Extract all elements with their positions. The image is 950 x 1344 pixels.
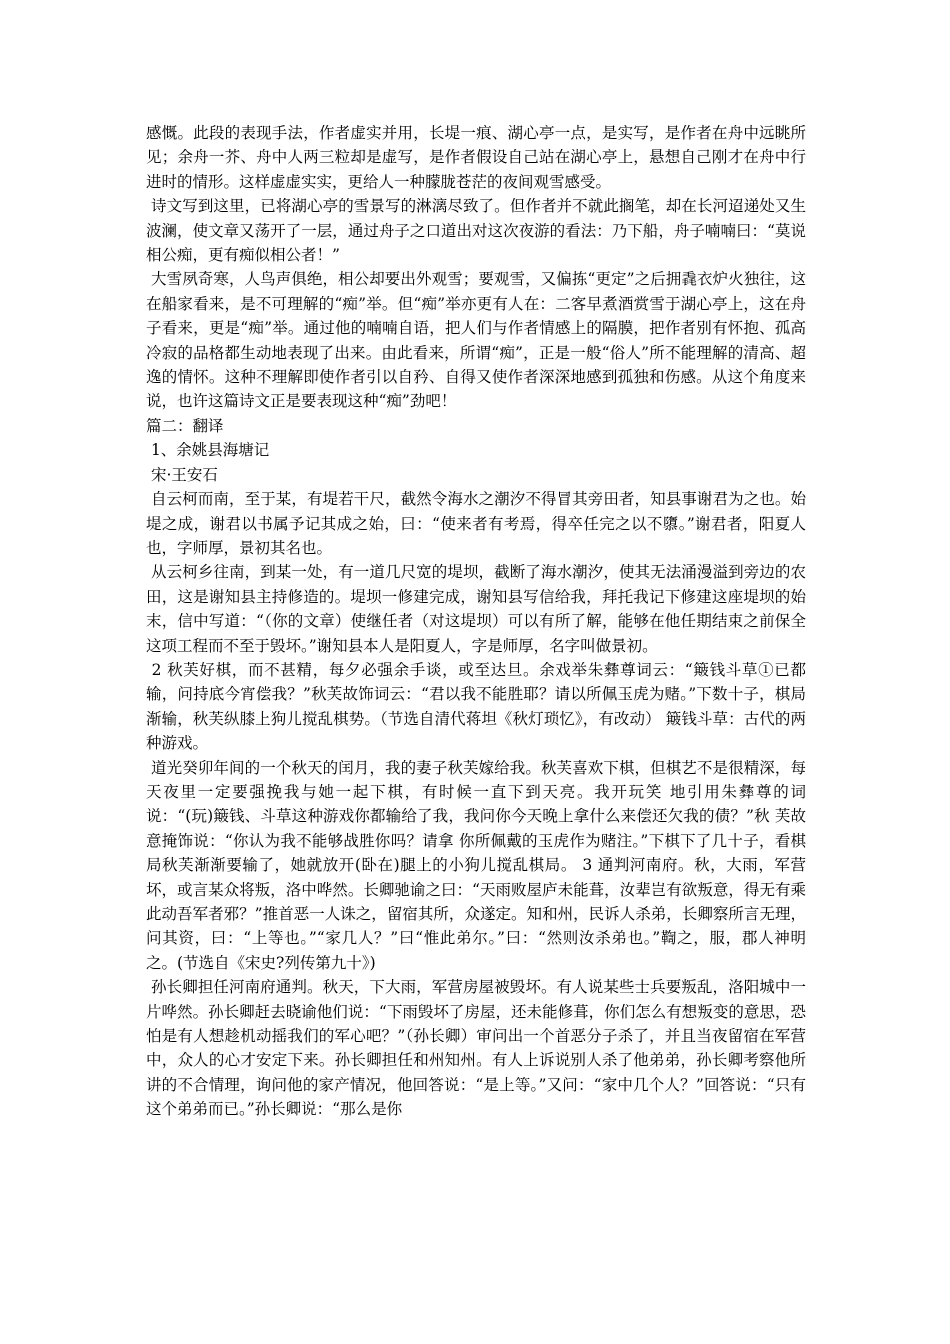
paragraph-translation-3: 孙长卿担任河南府通判。秋天，下大雨，军营房屋被毁坏。有人说某些士兵要叛乱，洛阳城中一片哗然。孙长卿赶去晓谕他们说：“下雨毁坏了房屋，还未能修葺，你们怎么有想叛变的意思，恐怕是有人想趁机动摇我们的军心吧？”（孙长卿）审问出一个首恶分子杀了，并且当夜留宿在军营中，众人的心才安定下来。孙长卿担任和州知州。有人上诉说别人杀了他弟弟，孙长卿考察他所讲的不合情理，询问他的家产情况，他回答说：“是上等。”又问：“家中几个人？”回答说：“只有这个弟弟而已。”孙长卿说：“那么是你 [146,978,806,1119]
paragraph-analysis-2: 诗文写到这里，已将湖心亭的雪景写的淋漓尽致了。但作者并不就此搁笔，却在长河迢递处又生波澜，使文章又荡开了一层，通过舟子之口道出对这次夜游的看法：乃下船，舟子喃喃曰：“莫说相公痴，更有痴似相公者！” [146,197,806,265]
article-author: 宋·王安石 [146,465,218,484]
paragraph-analysis-1: 感慨。此段的表现手法，作者虚实并用，长堤一痕、湖心亭一点，是实写，是作者在舟中远眺所见；余舟一芥、舟中人两三粒却是虚写，是作者假设自己站在湖心亭上，悬想自己刚才在舟中行进时的情形。这样虚虚实实，更给人一种朦胧苍茫的夜间观雪感受。 [146,124,806,191]
paragraph-translation-1: 从云柯乡往南，到某一处，有一道几尺宽的堤坝，截断了海水潮汐，使其无法涌漫溢到旁边的农田，这是谢知县主持修造的。堤坝一修建完成，谢知县写信给我，拜托我记下修建这座堤坝的始末，信中写道：“（你的文章）使继任者（对这堤坝）可以有所了解，能够在他任期结束之前保全这项工程而不至于毁坏。”谢知县本人是阳夏人，字是师厚，名字叫做景初。 [146,563,806,655]
paragraph-analysis-3: 大雪夙奇寒，人鸟声俱绝，相公却要出外观雪；要观雪，又偏拣“更定”之后拥毳衣炉火独往，这在船家看来，是不可理解的“痴”举。但“痴”举亦更有人在：二客早煮酒赏雪于湖心亭上，这在舟子看来，更是“痴”举。通过他的喃喃自语，把人们与作者情感上的隔膜，把作者别有怀抱、孤高冷寂的品格都生动地表现了出来。由此看来，所谓“痴”，正是一般“俗人”所不能理解的清高、超逸的情怀。这种不理解即使作者引以自矜、自得又使作者深深地感到孤独和伤感。从这个角度来说，也许这篇诗文正是要表现这种“痴”劲吧！ [146,270,806,411]
section-heading: 篇二：翻译 [146,416,224,435]
paragraph-translation-2: 道光癸卯年间的一个秋天的闰月，我的妻子秋芙嫁给我。秋芙喜欢下棋，但棋艺不是很精深，每天夜里一定要强挽我与她一起下棋，有时候一直下到天亮。我开玩笑 地引用朱彝尊的词说：“(玩)簸钱、斗草这种游戏你都输给了我，我问你今天晚上拿什么来偿还欠我的债？”秋 芙故意掩饰说：“你认为我不能够战胜你吗？请拿 你所佩戴的玉虎作为赌注。”下棋下了几十子，看棋局秋芙渐渐要输了，她就放开(卧在)腿上的小狗儿搅乱棋局。 3 通判河南府。秋，大雨，军营坏，或言某众将叛，洛中哗然。长卿驰谕之曰：“天雨败屋庐未能葺，汝辈岂有欲叛意，得无有乘此动吾军者邪？”推首恶一人诛之，留宿其所，众遂定。知和州，民诉人杀弟，长卿察所言无理，问其资，曰：“上等也。”“家几人？”曰“惟此弟尔。”曰：“然则汝杀弟也。”鞫之，服，郡人神明之。(节选自《宋史?列传第九十》) [146,758,806,972]
article-title: 1、余姚县海塘记 [146,441,270,460]
document-body [146,121,806,1122]
paragraph-original-1: 自云柯而南，至于某，有堤若干尺，截然令海水之潮汐不得冒其旁田者，知县事谢君为之也。始堤之成，谢君以书属予记其成之始，曰：“使来者有考焉，得卒任完之以不隳。”谢君者，阳夏人也，字师厚，景初其名也。 [146,490,806,557]
paragraph-original-2: 2 秋芙好棋，而不甚精，每夕必强余手谈，或至达旦。余戏举朱彝尊词云：“簸钱斗草①已都输，问持底今宵偿我？”秋芙故饰词云：“君以我不能胜耶？请以所佩玉虎为赌。”下数十子，棋局渐输，秋芙纵膝上狗儿搅乱棋势。（节选自清代蒋坦《秋灯琐忆》，有改动） 簸钱斗草：古代的两种游戏。 [146,660,806,753]
